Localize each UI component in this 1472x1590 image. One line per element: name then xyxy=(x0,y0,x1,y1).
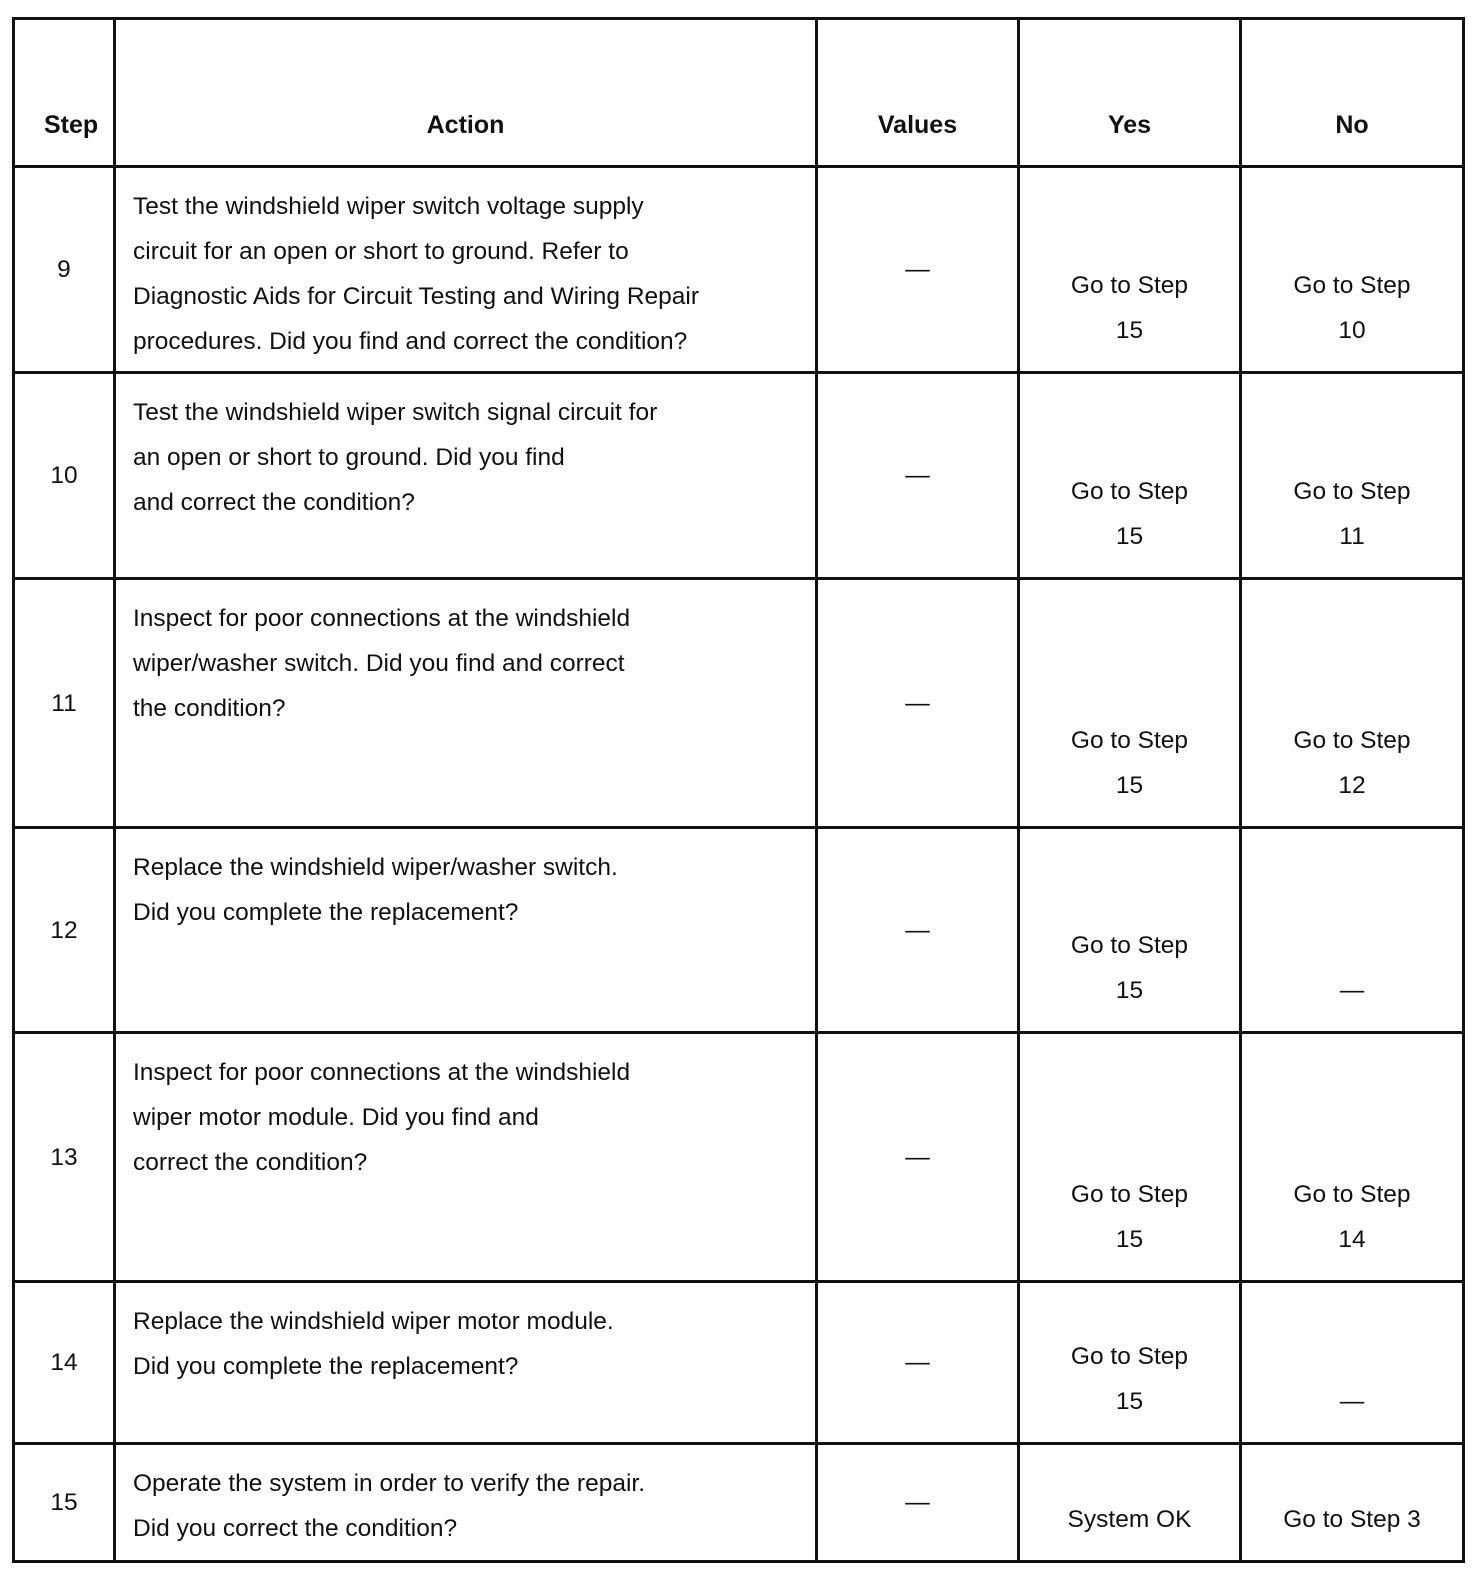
table-row xyxy=(14,579,1464,828)
table-row xyxy=(14,167,1464,373)
diagnostic-table-page xyxy=(12,17,1465,1563)
values-cell: — xyxy=(817,1282,1019,1444)
step-number: 9 xyxy=(14,167,115,373)
action-text: Test the windshield wiper switch voltage supply circuit for an open or short to ground. Refer to Diagnostic Aids for Circuit Testing and Wiring Repair procedures. Did you find and correct the condition? xyxy=(115,167,817,373)
header-values: Values xyxy=(817,19,1019,167)
yes-result: Go to Step 15 xyxy=(1019,579,1241,828)
yes-result: Go to Step 15 xyxy=(1019,1033,1241,1282)
table-row xyxy=(14,373,1464,579)
values-cell: — xyxy=(817,1444,1019,1562)
values-cell: — xyxy=(817,373,1019,579)
no-result: Go to Step 12 xyxy=(1241,579,1464,828)
no-result: Go to Step 10 xyxy=(1241,167,1464,373)
table-header-row xyxy=(14,19,1464,167)
header-no: No xyxy=(1241,19,1464,167)
header-yes: Yes xyxy=(1019,19,1241,167)
values-cell: — xyxy=(817,1033,1019,1282)
yes-result: Go to Step 15 xyxy=(1019,828,1241,1033)
action-text: Replace the windshield wiper motor module. Did you complete the replacement? xyxy=(115,1282,817,1444)
yes-result: Go to Step 15 xyxy=(1019,167,1241,373)
step-number: 10 xyxy=(14,373,115,579)
step-number: 14 xyxy=(14,1282,115,1444)
table-row xyxy=(14,828,1464,1033)
yes-result: Go to Step 15 xyxy=(1019,373,1241,579)
yes-result: System OK xyxy=(1019,1444,1241,1562)
no-result: — xyxy=(1241,828,1464,1033)
diagnostic-step-table xyxy=(12,17,1465,1563)
action-text: Inspect for poor connections at the windshield wiper motor module. Did you find and correct the condition? xyxy=(115,1033,817,1282)
table-row xyxy=(14,1444,1464,1562)
no-result: Go to Step 3 xyxy=(1241,1444,1464,1562)
header-step: Step xyxy=(14,19,115,167)
header-action: Action xyxy=(115,19,817,167)
step-number: 13 xyxy=(14,1033,115,1282)
step-number: 11 xyxy=(14,579,115,828)
values-cell: — xyxy=(817,579,1019,828)
table-row xyxy=(14,1033,1464,1282)
no-result: Go to Step 11 xyxy=(1241,373,1464,579)
step-number: 12 xyxy=(14,828,115,1033)
step-number: 15 xyxy=(14,1444,115,1562)
yes-result: Go to Step 15 xyxy=(1019,1282,1241,1444)
action-text: Test the windshield wiper switch signal circuit for an open or short to ground. Did you find and correct the condition? xyxy=(115,373,817,579)
values-cell: — xyxy=(817,167,1019,373)
values-cell: — xyxy=(817,828,1019,1033)
no-result: — xyxy=(1241,1282,1464,1444)
action-text: Inspect for poor connections at the windshield wiper/washer switch. Did you find and correct the condition? xyxy=(115,579,817,828)
table-row xyxy=(14,1282,1464,1444)
action-text: Replace the windshield wiper/washer switch. Did you complete the replacement? xyxy=(115,828,817,1033)
action-text: Operate the system in order to verify the repair. Did you correct the condition? xyxy=(115,1444,817,1562)
no-result: Go to Step 14 xyxy=(1241,1033,1464,1282)
